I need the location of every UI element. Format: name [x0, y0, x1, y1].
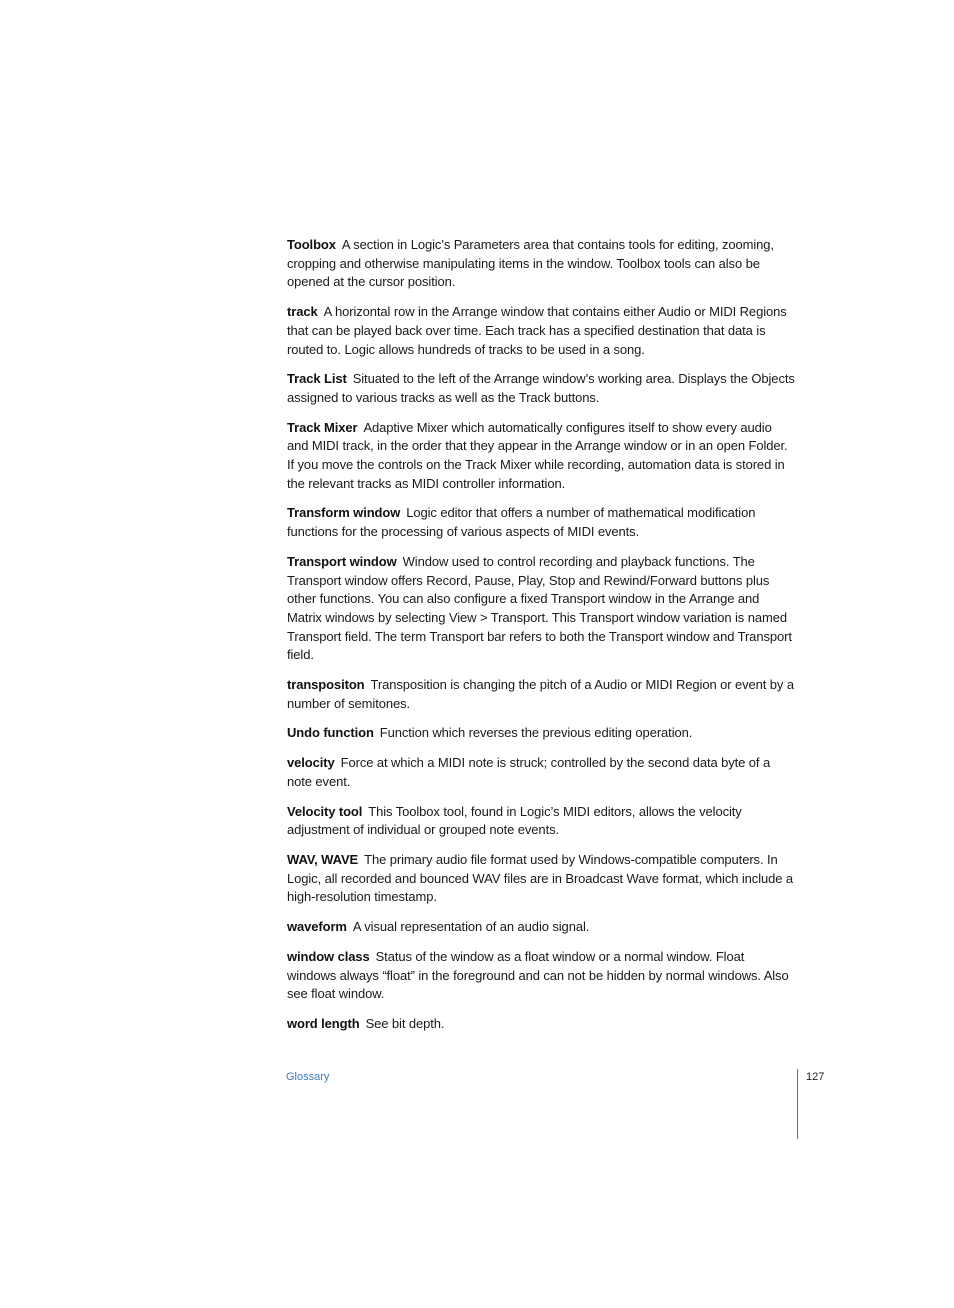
glossary-entry: [287, 851, 795, 907]
glossary-term: Velocity tool: [287, 803, 363, 819]
glossary-term: Transform window: [287, 505, 401, 521]
glossary-entry: [287, 236, 795, 292]
glossary-entry: [287, 419, 795, 494]
glossary-term: Transport window: [287, 553, 397, 569]
glossary-definition: Status of the window as a float window or a normal window. Float windows always “float” in the foreground and can not be hidden by normal windows. Also see float window.: [287, 948, 789, 1002]
glossary-definition: A horizontal row in the Arrange window that contains either Audio or MIDI Regions that can be played back over time. Each track has a specified destination that data is routed to. Logic allows hundreds of tracks to be used in a song.: [287, 304, 787, 357]
glossary-definition: Situated to the left of the Arrange window’s working area. Displays the Objects assigned to various tracks as well as the Track buttons.: [287, 371, 795, 405]
glossary-entry: [287, 918, 795, 937]
glossary-definition: Function which reverses the previous editing operation.: [379, 725, 693, 741]
glossary-term: Undo function: [287, 725, 374, 741]
glossary-entry: [287, 504, 795, 541]
footer-divider: [797, 1069, 798, 1139]
glossary-entry: [287, 948, 795, 1004]
glossary-entry: [287, 553, 795, 665]
glossary-term: track: [287, 304, 318, 320]
glossary-definition: Adaptive Mixer which automatically configures itself to show every audio and MIDI track, in the order that they appear in the Arrange window or in an open Folder. If you move the controls on the Track Mixer while recording, automation data is stored in the relevant tracks as MIDI controller information.: [287, 419, 788, 491]
glossary-entry: [287, 303, 795, 359]
glossary-definition: The primary audio file format used by Windows-compatible computers. In Logic, all recorded and bounced WAV files are in Broadcast Wave format, which include a high-resolution timestamp.: [287, 851, 794, 905]
glossary-entries: [287, 236, 795, 1045]
glossary-term: WAV, WAVE: [287, 851, 359, 867]
glossary-entry: [287, 754, 795, 791]
glossary-definition: A visual representation of an audio signal.: [352, 919, 590, 935]
glossary-definition: Logic editor that offers a number of mathematical modification functions for the processing of various aspects of MIDI events.: [287, 505, 756, 540]
glossary-definition: Window used to control recording and playback functions. The Transport window offers Record, Pause, Play, Stop and Rewind/Forward buttons plus other functions. You can also configure a fixed Transport window in the Arrange and Matrix windows by selecting View > Transport. This Transport window variation is named Transport field. The term Transport bar refers to both the Transport window and Transport field.: [287, 553, 792, 663]
glossary-term: word length: [287, 1015, 360, 1031]
glossary-definition: A section in Logic’s Parameters area that contains tools for editing, zooming, cropping and otherwise manipulating items in the window. Toolbox tools can also be opened at the cursor position.: [287, 237, 774, 290]
glossary-entry: [287, 724, 795, 743]
glossary-entry: [287, 370, 795, 407]
glossary-definition: See bit depth.: [365, 1015, 445, 1031]
glossary-definition: Transposition is changing the pitch of a Audio or MIDI Region or event by a number of semitones.: [287, 677, 794, 711]
glossary-term: Track Mixer: [287, 419, 358, 435]
glossary-entry: [287, 1015, 795, 1034]
glossary-definition: Force at which a MIDI note is struck; controlled by the second data byte of a note event.: [287, 755, 771, 789]
glossary-entry: [287, 803, 795, 840]
glossary-term: waveform: [287, 919, 347, 935]
page-number: 127: [806, 1071, 825, 1083]
glossary-definition: This Toolbox tool, found in Logic’s MIDI editors, allows the velocity adjustment of individual or grouped note events.: [287, 803, 742, 838]
glossary-term: velocity: [287, 755, 335, 771]
glossary-term: Toolbox: [287, 237, 336, 252]
glossary-entry: [287, 676, 795, 713]
footer-section-label: Glossary: [286, 1071, 330, 1083]
glossary-term: window class: [287, 948, 370, 964]
glossary-term: Track List: [287, 371, 347, 387]
glossary-term: transpositon: [287, 677, 365, 693]
